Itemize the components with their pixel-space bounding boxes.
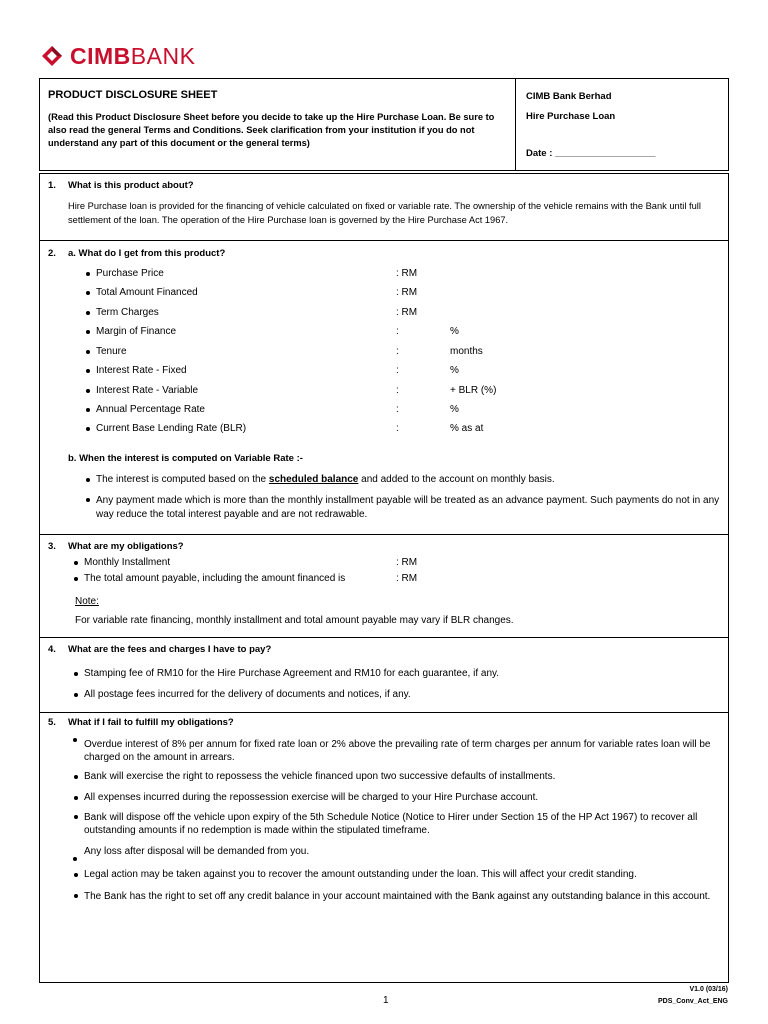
- logo-wordmark: CIMBBANK: [70, 42, 196, 69]
- bullet-icon: [74, 672, 78, 676]
- header-divider: [515, 78, 516, 171]
- variable-rate-point-2: Any payment made which is more than the monthly installment payable will be treated as an advance payment. Such payments do not in any way reduce the total interest payable and are not redrawable.: [96, 495, 720, 520]
- row-label: Interest Rate - Variable: [96, 385, 199, 396]
- section-2-number: 2.: [48, 248, 56, 259]
- section-4-number: 4.: [48, 644, 56, 655]
- obligation-value: : RM: [396, 573, 418, 584]
- row-value: : RM: [396, 287, 418, 298]
- row-label: Current Base Lending Rate (BLR): [96, 423, 247, 434]
- bullet-icon: [74, 796, 78, 800]
- divider-3: [39, 637, 729, 638]
- page-number: 1: [383, 995, 389, 1006]
- bullet-icon: [74, 815, 78, 819]
- row-unit: % as at: [450, 423, 484, 434]
- row-label: Term Charges: [96, 307, 159, 318]
- variable-rate-point-1: The interest is computed based on the scheduled balance and added to the account on monthly basis.: [96, 474, 555, 485]
- fee-item: All postage fees incurred for the delivery of documents and notices, if any.: [84, 689, 411, 700]
- bank-name: CIMB Bank Berhad: [526, 91, 612, 102]
- bullet-icon: [74, 561, 78, 565]
- bullet-icon: [74, 873, 78, 877]
- row-value: :: [396, 423, 399, 434]
- bullet-icon: [74, 894, 78, 898]
- section-5-question: What if I fail to fulfill my obligations?: [68, 717, 234, 728]
- obligation-label: Monthly Installment: [84, 557, 171, 568]
- consequence-item: Overdue interest of 8% per annum for fixed rate loan or 2% above the prevailing rate of term charges per annum for variable rates loan will be charged on the amount in arrears.: [84, 739, 711, 763]
- bullet-icon: [86, 389, 90, 393]
- divider-2: [39, 534, 729, 535]
- section-2-question: a. What do I get from this product?: [68, 248, 226, 259]
- row-value: :: [396, 326, 399, 337]
- row-unit: %: [450, 326, 459, 337]
- divider-4: [39, 712, 729, 713]
- section-1-question: What is this product about?: [68, 180, 194, 191]
- consequence-item: Any loss after disposal will be demanded from you.: [84, 846, 310, 857]
- row-value: :: [396, 404, 399, 415]
- bullet-icon: [86, 330, 90, 334]
- intro-text: (Read this Product Disclosure Sheet before you decide to take up the Hire Purchase Loan. Be sure to also read the general Terms and Conditions. Seek clarification from your institution if you do not understand any part of this document or the general terms): [48, 112, 495, 148]
- bullet-icon: [86, 311, 90, 315]
- section-5-number: 5.: [48, 717, 56, 728]
- bullet-icon: [86, 291, 90, 295]
- bullet-icon: [86, 408, 90, 412]
- bullet-icon: [86, 498, 90, 502]
- row-unit: %: [450, 365, 459, 376]
- product-name: Hire Purchase Loan: [526, 111, 616, 122]
- bullet-icon: [74, 577, 78, 581]
- section-3-question: What are my obligations?: [68, 541, 184, 552]
- bullet-icon: [73, 738, 77, 742]
- cimb-logo-icon: [40, 44, 64, 68]
- section-3-number: 3.: [48, 541, 56, 552]
- obligation-value: : RM: [396, 557, 418, 568]
- note-label: Note:: [75, 596, 99, 607]
- row-label: Annual Percentage Rate: [96, 404, 205, 415]
- row-value: :: [396, 365, 399, 376]
- section-2b-heading: b. When the interest is computed on Variable Rate :-: [68, 453, 303, 464]
- divider-1: [39, 240, 729, 241]
- scheduled-balance-term: scheduled balance: [268, 474, 359, 485]
- row-value: : RM: [396, 307, 418, 318]
- row-unit: + BLR (%): [450, 385, 497, 396]
- bullet-icon: [86, 272, 90, 276]
- cimb-logo: [40, 42, 195, 70]
- bullet-icon: [86, 478, 90, 482]
- row-value: :: [396, 385, 399, 396]
- row-label: Tenure: [96, 346, 127, 357]
- bullet-icon: [86, 350, 90, 354]
- row-label: Margin of Finance: [96, 326, 177, 337]
- date-field: Date : ___________________: [526, 148, 656, 159]
- bullet-icon: [74, 693, 78, 697]
- bullet-icon: [86, 427, 90, 431]
- bullet-icon: [86, 369, 90, 373]
- section-4-question: What are the fees and charges I have to pay?: [68, 644, 272, 655]
- bullet-icon: [73, 857, 77, 861]
- section-1-number: 1.: [48, 180, 56, 191]
- consequence-item: Bank will exercise the right to repossess the vehicle financed upon two successive defaults of installments.: [84, 771, 556, 782]
- fee-item: Stamping fee of RM10 for the Hire Purchase Agreement and RM10 for each guarantee, if any.: [84, 668, 500, 679]
- document-code: PDS_Conv_Act_ENG: [657, 998, 728, 1005]
- row-label: Interest Rate - Fixed: [96, 365, 187, 376]
- page-title: PRODUCT DISCLOSURE SHEET: [48, 89, 218, 101]
- version-label: V1.0 (03/16): [689, 986, 728, 993]
- row-value: : RM: [396, 268, 418, 279]
- consequence-item: Legal action may be taken against you to recover the amount outstanding under the loan. This will affect your credit standing.: [84, 869, 637, 880]
- row-label: Total Amount Financed: [96, 287, 198, 298]
- consequence-item: The Bank has the right to set off any credit balance in your account maintained with the Bank against any outstanding balance in this account.: [84, 891, 711, 902]
- row-unit: %: [450, 404, 459, 415]
- row-value: :: [396, 346, 399, 357]
- consequence-item: All expenses incurred during the repossession exercise will be charged to your Hire Purchase account.: [84, 792, 539, 803]
- section-1-text: Hire Purchase loan is provided for the financing of vehicle calculated on fixed or variable rate. The ownership of the vehicle remains with the Bank until full settlement of the loan. The operation of the Hire Purchase loan is governed by the Hire Purchase Act 1967.: [68, 201, 701, 225]
- obligation-label: The total amount payable, including the amount financed is: [84, 573, 346, 584]
- row-unit: months: [450, 346, 483, 357]
- bullet-icon: [74, 775, 78, 779]
- note-text: For variable rate financing, monthly installment and total amount payable may vary if BLR changes.: [75, 615, 514, 626]
- row-label: Purchase Price: [96, 268, 164, 279]
- consequence-item: Bank will dispose off the vehicle upon expiry of the 5th Schedule Notice (Notice to Hirer under Section 15 of the HP Act 1967) to recover all outstanding amounts if no redemption is made within the stipulated timeframe.: [84, 812, 698, 836]
